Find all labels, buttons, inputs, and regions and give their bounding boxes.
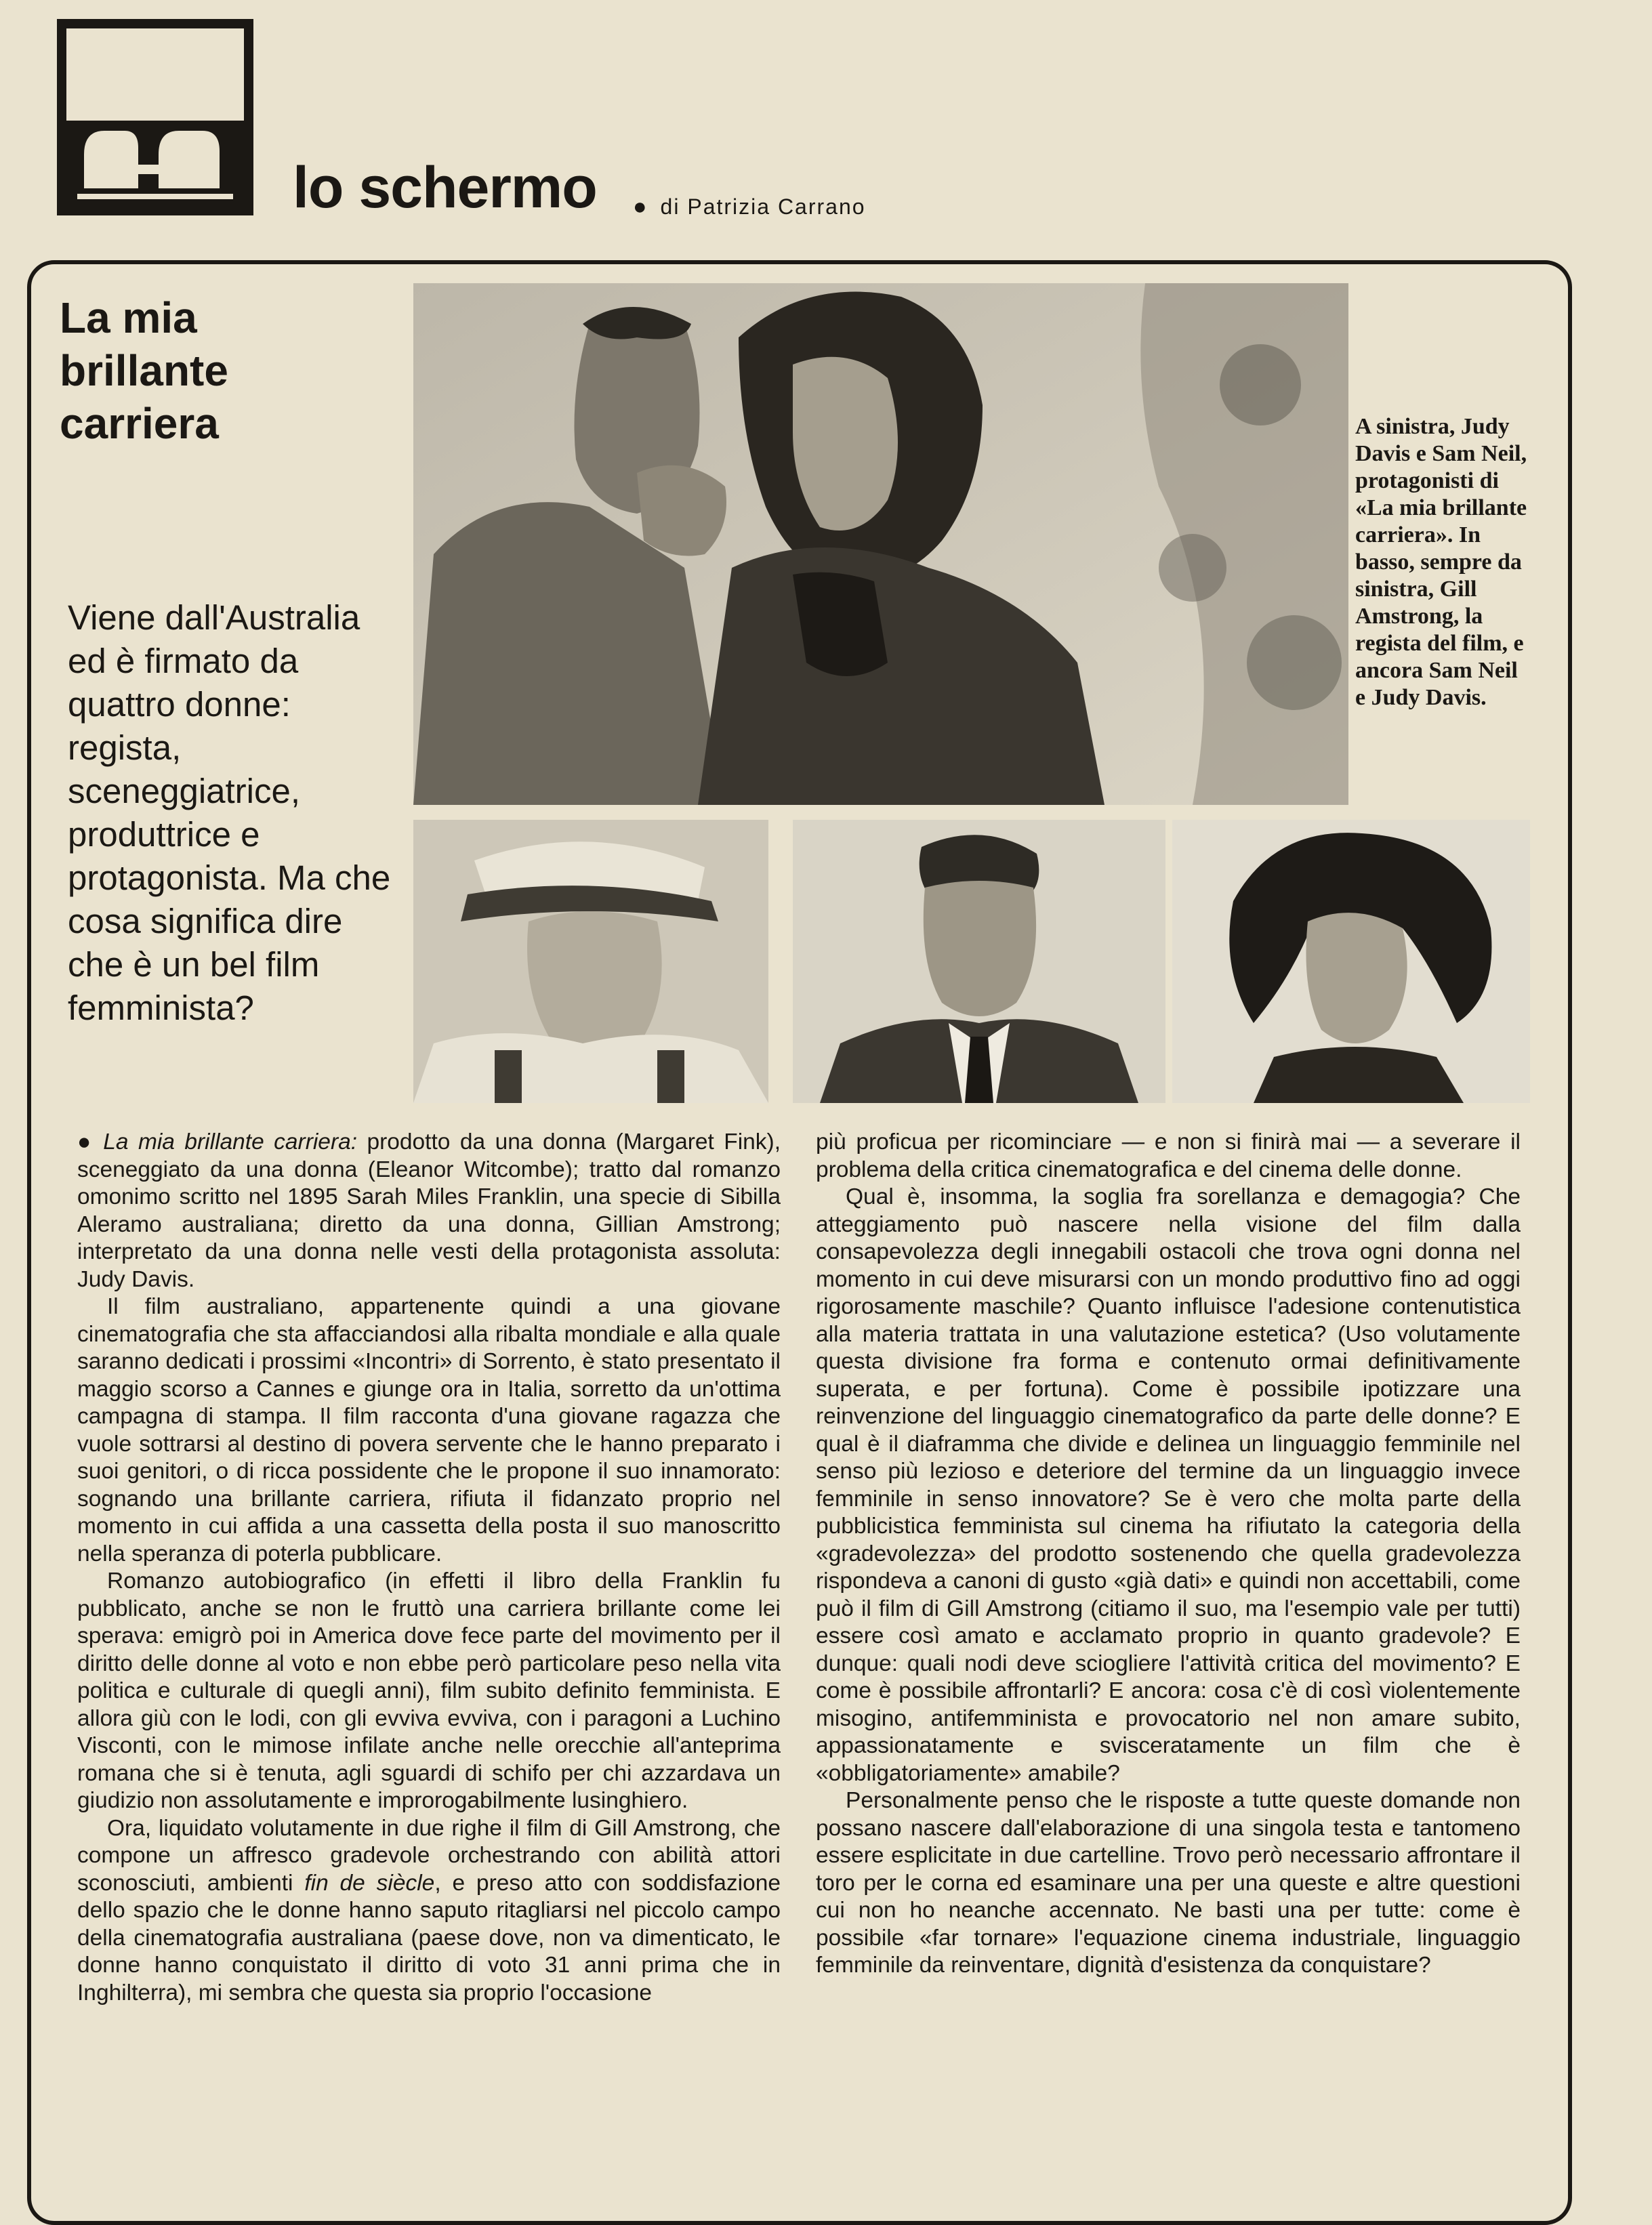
body-paragraph: Personalmente penso che le risposte a tutte queste domande non possano nascere dall'elaborazione di una singola testa e tantomeno essere esplicitate in due cartelline. Trovo però necessario affrontare il toro per le corna ed esaminare una per una queste e altre questioni cui non ho neanche accennato. Ne basti una per tutte: come è possibile «far tornare» l'equazione cinema industriale, linguaggio femminile da reinventare, dignità d'esistenza da conquistare? [816, 1788, 1521, 1978]
section-title: lo schermo [293, 155, 597, 220]
photo-caption: A sinistra, Judy Davis e Sam Neil, protagonisti di «La mia brillante carriera». In basso, sempre da sinistra, Gill Amstrong, la regista del film, e ancora Sam Neil e Judy Davis. [1355, 414, 1527, 710]
lead-paragraph [77, 1129, 781, 1293]
body-text: , e preso atto con soddisfazione dello spazio che le donne hanno saputo ritagliarsi nel piccolo campo della cinematografia australiana (paese dove, non va dimenticato, le donne hanno conquistato il diritto di voto 31 anni prima che in Inghilterra), mi sembra che questa sia proprio l'occasione [77, 1870, 781, 2005]
body-paragraph [77, 1815, 781, 2008]
body-paragraph: Qual è, insomma, la soglia fra sorellanza e demagogia? Che atteggiamento può nascere nella visione del film dalla consapevolezza degli innegabili ostacoli che trova ogni donna nel momento in cui deve misurarsi con un mondo produttivo fino ad oggi rigorosamente maschile? Quanto influisce l'adesione contenutistica alla materia trattata in una valutazione estetica? (Uso volutamente questa divisione fra forma e contenuto ormai definitivamente superata, e per fortuna). Come è possibile ipotizzare una reinvenzione del linguaggio cinematografico da parte delle donne? E qual è il diaframma che divide e delinea un linguaggio femminile nel senso più lezioso e deteriore del termine da un linguaggio invece femminile in senso innovatore? Se è vero che molta parte della pubblicistica femminista sul cinema ha rifiutato la categoria della «gradevolezza» del prodotto sostenendo che quella gradevolezza rispondeva a canoni di gusto «già dati» e quindi non accettabili, come può il film di Gill Amstrong (citiamo il suo, ma l'esempio vale per tutti) essere così amato e acclamato proprio in quanto gradevole? E dunque: quali nodi deve sciogliere l'attività critica del movimento? E come è possibile affrontarli? E ancora: cosa c'è di così violentemente misogino, antifemminista e provocatorio nel non amare subito, appassionatamente e svisceratamente un film che è «obbligatoriamente» amabile? [816, 1184, 1521, 1786]
gill-amstrong-photo [413, 820, 768, 1103]
title-line: brillante [60, 346, 228, 395]
article-deck: Viene dall'Australia ed è firmato da quattro donne: regista, sceneggiatrice, produttrice e protagonista. Ma che cosa significa dire che è un bel film femminista? [68, 598, 391, 1027]
judy-davis-photo [1172, 820, 1530, 1103]
byline: ● di Patrizia Carrano [633, 194, 866, 220]
body-paragraph: più proficua per ricominciare — e non si finirà mai — a severare il problema della critica cinematografica e del cinema delle donne. [816, 1129, 1521, 1182]
byline-text: di Patrizia Carrano [660, 194, 866, 219]
article-column-1 [77, 1129, 781, 2007]
article-column-2 [816, 1129, 1521, 1980]
kiss-still-photo [413, 283, 1348, 805]
body-text: Ora, liquidato volutamente in due righe il film di Gill Amstrong, che compone un affresco gradevole orchestrando con abilità attori sconosciuti, ambienti [77, 1815, 781, 1896]
sam-neil-photo [793, 820, 1165, 1103]
body-paragraph: Il film australiano, appartenente quindi a una giovane cinematografia che sta affacciandosi alla ribalta mondiale e alla quale saranno dedicati i prossimi «Incontri» di Sorrento, è stato presentato il maggio scorso a Cannes e giunge ora in Italia, sorretto da un'ottima campagna di stampa. Il film racconta d'una giovane ragazza che vuole sottrarsi al destino di povera servente che le hanno preparato i suoi genitori, o di ricca possidente che le propone il suo innamorato: sognando una brillante carriera, rifiuta il fidanzato proprio nel momento in cui affida a una cassetta della posta il suo manoscritto nella speranza di poterla pubblicare. [77, 1294, 781, 1566]
lead-italic: La mia brillante carriera: [103, 1129, 358, 1155]
title-line: La mia [60, 293, 197, 342]
article-title [60, 291, 398, 450]
body-italic: fin de siècle [304, 1870, 435, 1896]
lead-text: prodotto da una donna (Margaret Fink), sceneggiato da una donna (Eleanor Witcombe); tratto dal romanzo omonimo scritto nel 1895 Sarah Miles Franklin, una specie di Sibilla Aleramo australiana; diretto da una donna, Gillian Amstrong; interpretato da una donna nelle vesti della protagonista assoluta: Judy Davis. [77, 1129, 781, 1292]
bullet-icon: ● [77, 1129, 91, 1155]
section-logo-icon [57, 19, 253, 215]
title-line: carriera [60, 399, 219, 448]
body-paragraph: Romanzo autobiografico (in effetti il libro della Franklin fu pubblicato, anche se non le fruttò una carriera brillante come lei sperava: emigrò poi in America dove fece parte del movimento per il diritto delle donne al voto e non ebbe però particolare peso nella vita politica e culturale di quegli anni), film subito definito femminista. E allora giù con le lodi, con gli evviva evviva, con i paragoni a Luchino Visconti, con le mimose infilate anche nelle orecchie all'anteprima romana che si è tenuta, agli sguardi di schifo per chi azzardava un giudizio non assolutamente e improrogabilmente lusinghiero. [77, 1568, 781, 1813]
